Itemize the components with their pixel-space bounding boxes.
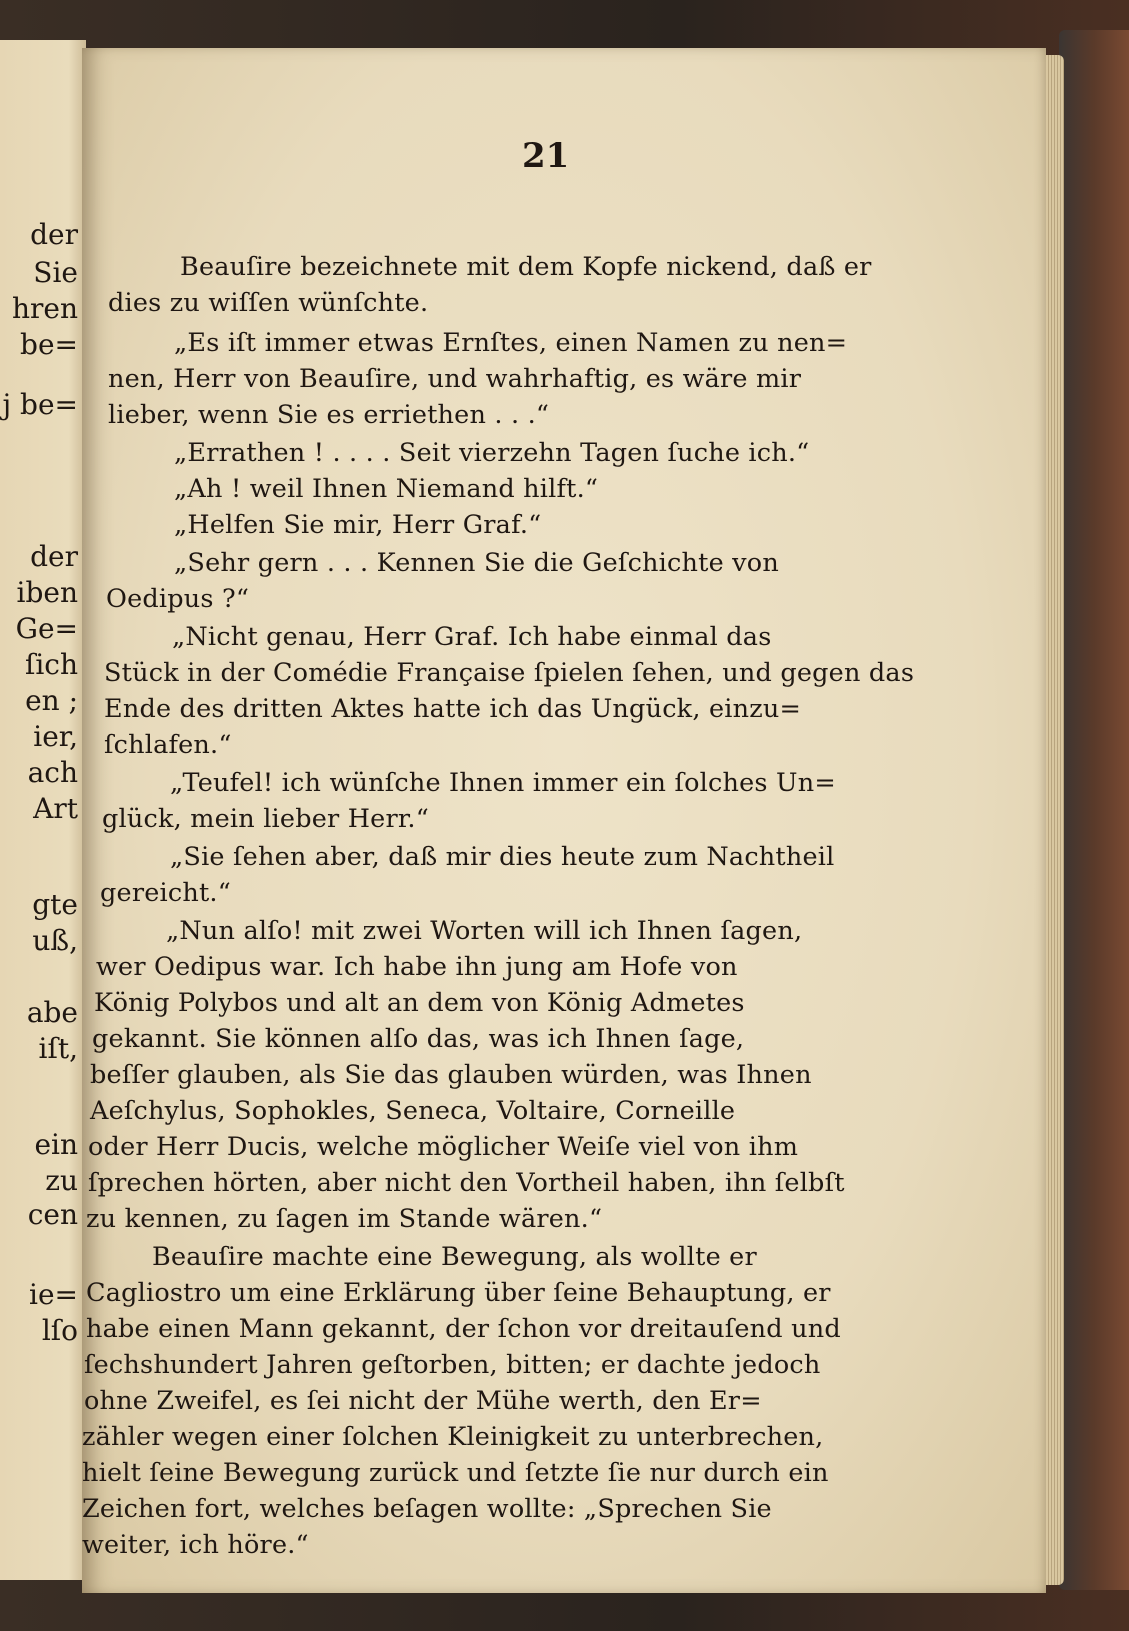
text-line: lieber, wenn Sie es erriethen . . .“ xyxy=(108,400,550,430)
text-line: zu kennen, zu ſagen im Stande wären.“ xyxy=(86,1204,603,1234)
left-fragment: ier, xyxy=(33,720,78,753)
left-fragment: lſo xyxy=(41,1314,78,1347)
left-fragment: uß, xyxy=(32,924,78,957)
left-fragment: hren xyxy=(11,292,78,325)
text-line: weiter, ich höre.“ xyxy=(82,1530,309,1560)
text-line: Aeſchylus, Sophokles, Seneca, Voltaire, Corneille xyxy=(90,1096,736,1126)
text-line: ſprechen hörten, aber nicht den Vortheil haben, ihn ſelbſt xyxy=(88,1168,845,1198)
left-fragment: abe xyxy=(26,996,78,1029)
text-line: „Teufel! ich wünſche Ihnen immer ein ſolches Un= xyxy=(170,768,836,798)
page-text xyxy=(82,48,1046,1593)
left-fragment: cen xyxy=(27,1198,78,1231)
left-fragment: Sie xyxy=(33,256,78,289)
text-line: habe einen Mann gekannt, der ſchon vor dreitauſend und xyxy=(86,1314,841,1344)
left-fragment: iben xyxy=(16,576,78,609)
text-line: Oedipus ?“ xyxy=(106,584,250,614)
left-fragment: ein xyxy=(34,1128,78,1161)
left-fragment: zu xyxy=(45,1164,78,1197)
text-line: König Polybos und alt an dem von König Admetes xyxy=(94,988,745,1018)
book-page xyxy=(82,48,1046,1593)
text-line: Stück in der Comédie Française ſpielen ſehen, und gegen das xyxy=(104,658,915,688)
left-fragment: Art xyxy=(33,792,78,825)
book-spine-edge xyxy=(1059,30,1129,1590)
text-line: glück, mein lieber Herr.“ xyxy=(102,804,429,834)
text-line: „Nicht genau, Herr Graf. Ich habe einmal das xyxy=(172,622,772,652)
page-number: 21 xyxy=(522,136,570,176)
text-line: beſſer glauben, als Sie das glauben würden, was Ihnen xyxy=(90,1060,812,1090)
text-line: dies zu wiſſen wünſchte. xyxy=(108,288,429,318)
text-line: zähler wegen einer ſolchen Kleinigkeit zu unterbrechen, xyxy=(82,1422,824,1452)
left-fragment: ie= xyxy=(29,1278,78,1311)
text-line: „Helfen Sie mir, Herr Graf.“ xyxy=(174,510,542,540)
left-fragment: en ; xyxy=(25,684,78,717)
left-fragment: iſt, xyxy=(38,1032,78,1065)
left-fragment: ſich xyxy=(24,648,78,681)
previous-page-strip xyxy=(0,40,86,1580)
left-fragment: be= xyxy=(20,328,78,361)
text-line: oder Herr Ducis, welche möglicher Weiſe viel von ihm xyxy=(88,1132,799,1162)
left-fragment: Ge= xyxy=(15,612,78,645)
text-line: ohne Zweifel, es ſei nicht der Mühe werth, den Er= xyxy=(84,1386,762,1416)
text-line: hielt ſeine Bewegung zurück und ſetzte ſie nur durch ein xyxy=(82,1458,829,1488)
text-line: Cagliostro um eine Erklärung über ſeine Behauptung, er xyxy=(86,1278,831,1308)
text-line: „Sehr gern . . . Kennen Sie die Geſchichte von xyxy=(174,548,779,578)
left-fragment: ach xyxy=(27,756,78,789)
left-fragment: j be= xyxy=(2,388,78,421)
text-line: „Es iſt immer etwas Ernſtes, einen Namen zu nen= xyxy=(174,328,848,358)
text-line: „Errathen ! . . . . Seit vierzehn Tagen ſuche ich.“ xyxy=(174,438,810,468)
left-fragment: der xyxy=(30,218,78,251)
text-line: „Nun alſo! mit zwei Worten will ich Ihnen ſagen, xyxy=(166,916,803,946)
text-line: „Sie ſehen aber, daß mir dies heute zum Nachtheil xyxy=(170,842,835,872)
left-fragment: gte xyxy=(32,888,78,921)
left-fragment: der xyxy=(30,540,78,573)
text-line: gekannt. Sie können alſo das, was ich Ihnen ſage, xyxy=(92,1024,745,1054)
text-line: ſchlafen.“ xyxy=(104,730,232,760)
text-line: gereicht.“ xyxy=(100,878,231,908)
text-line: „Ah ! weil Ihnen Niemand hilft.“ xyxy=(174,474,599,504)
text-line: Ende des dritten Aktes hatte ich das Ungück, einzu= xyxy=(104,694,802,724)
text-line: Beauſire machte eine Bewegung, als wollte er xyxy=(152,1242,757,1272)
text-line: nen, Herr von Beauſire, und wahrhaftig, es wäre mir xyxy=(108,364,802,394)
text-line: Zeichen fort, welches beſagen wollte: „Sprechen Sie xyxy=(82,1494,772,1524)
text-line: Beauſire bezeichnete mit dem Kopfe nickend, daß er xyxy=(180,252,872,282)
text-line: wer Oedipus war. Ich habe ihn jung am Hofe von xyxy=(96,952,738,982)
text-line: ſechshundert Jahren geſtorben, bitten; er dachte jedoch xyxy=(84,1350,821,1380)
